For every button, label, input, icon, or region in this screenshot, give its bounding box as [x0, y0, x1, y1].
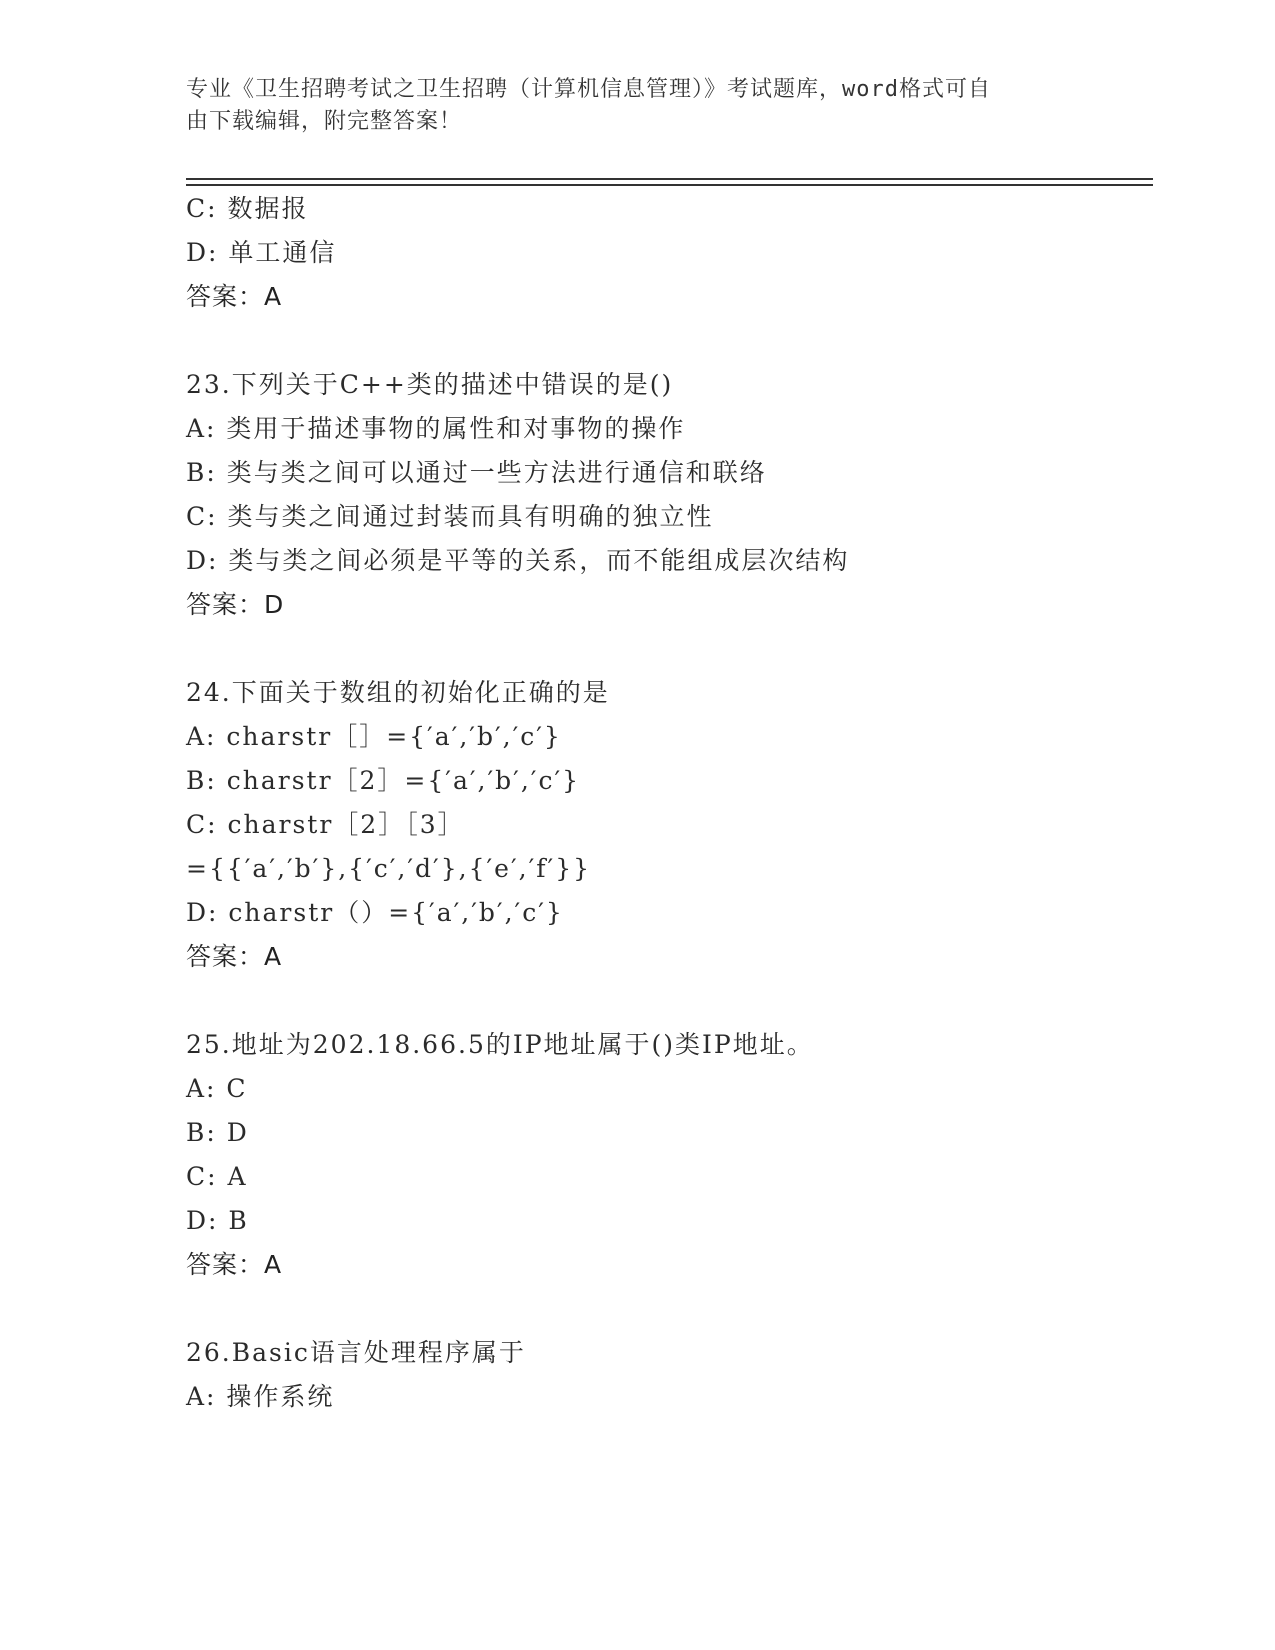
answer-line: 答案：D: [186, 590, 285, 619]
option-line: A: C: [186, 1074, 248, 1103]
option-line: ={{′a′,′b′},{′c′,′d′},{′e′,′f′}}: [186, 854, 592, 883]
question-stem: 26.Basic语言处理程序属于: [186, 1338, 526, 1367]
header-line-1: 专业《卫生招聘考试之卫生招聘（计算机信息管理）》考试题库，word格式可自: [186, 77, 991, 102]
header-line-2: 由下载编辑，附完整答案！: [186, 109, 463, 134]
question-stem: 23.下列关于C++类的描述中错误的是(): [186, 370, 674, 399]
answer-line: 答案：A: [186, 282, 283, 311]
question-stem: 24.下面关于数组的初始化正确的是: [186, 678, 610, 707]
option-line: C: 数据报: [186, 194, 309, 223]
option-line: C: charstr［2］［3］: [186, 810, 465, 839]
answer-line: 答案：A: [186, 942, 283, 971]
question-stem: 25.地址为202.18.66.5的IP地址属于()类IP地址。: [186, 1030, 814, 1059]
option-line: C: 类与类之间通过封装而具有明确的独立性: [186, 502, 714, 531]
option-line: A: 类用于描述事物的属性和对事物的操作: [186, 414, 686, 443]
header-divider-top: [186, 178, 1153, 180]
option-line: D: 单工通信: [186, 238, 337, 267]
header-divider-bottom: [186, 184, 1153, 186]
option-line: A: 操作系统: [186, 1382, 335, 1411]
option-line: B: charstr［2］={′a′,′b′,′c′}: [186, 766, 581, 795]
option-line: A: charstr［］={′a′,′b′,′c′}: [186, 722, 562, 751]
option-line: D: 类与类之间必须是平等的关系，而不能组成层次结构: [186, 546, 850, 575]
option-line: D: B: [186, 1206, 249, 1235]
answer-line: 答案：A: [186, 1250, 283, 1279]
option-line: D: charstr（）={′a′,′b′,′c′}: [186, 898, 564, 927]
document-header: [186, 74, 1066, 138]
option-line: B: D: [186, 1118, 249, 1147]
option-line: C: A: [186, 1162, 248, 1191]
option-line: B: 类与类之间可以通过一些方法进行通信和联络: [186, 458, 767, 487]
